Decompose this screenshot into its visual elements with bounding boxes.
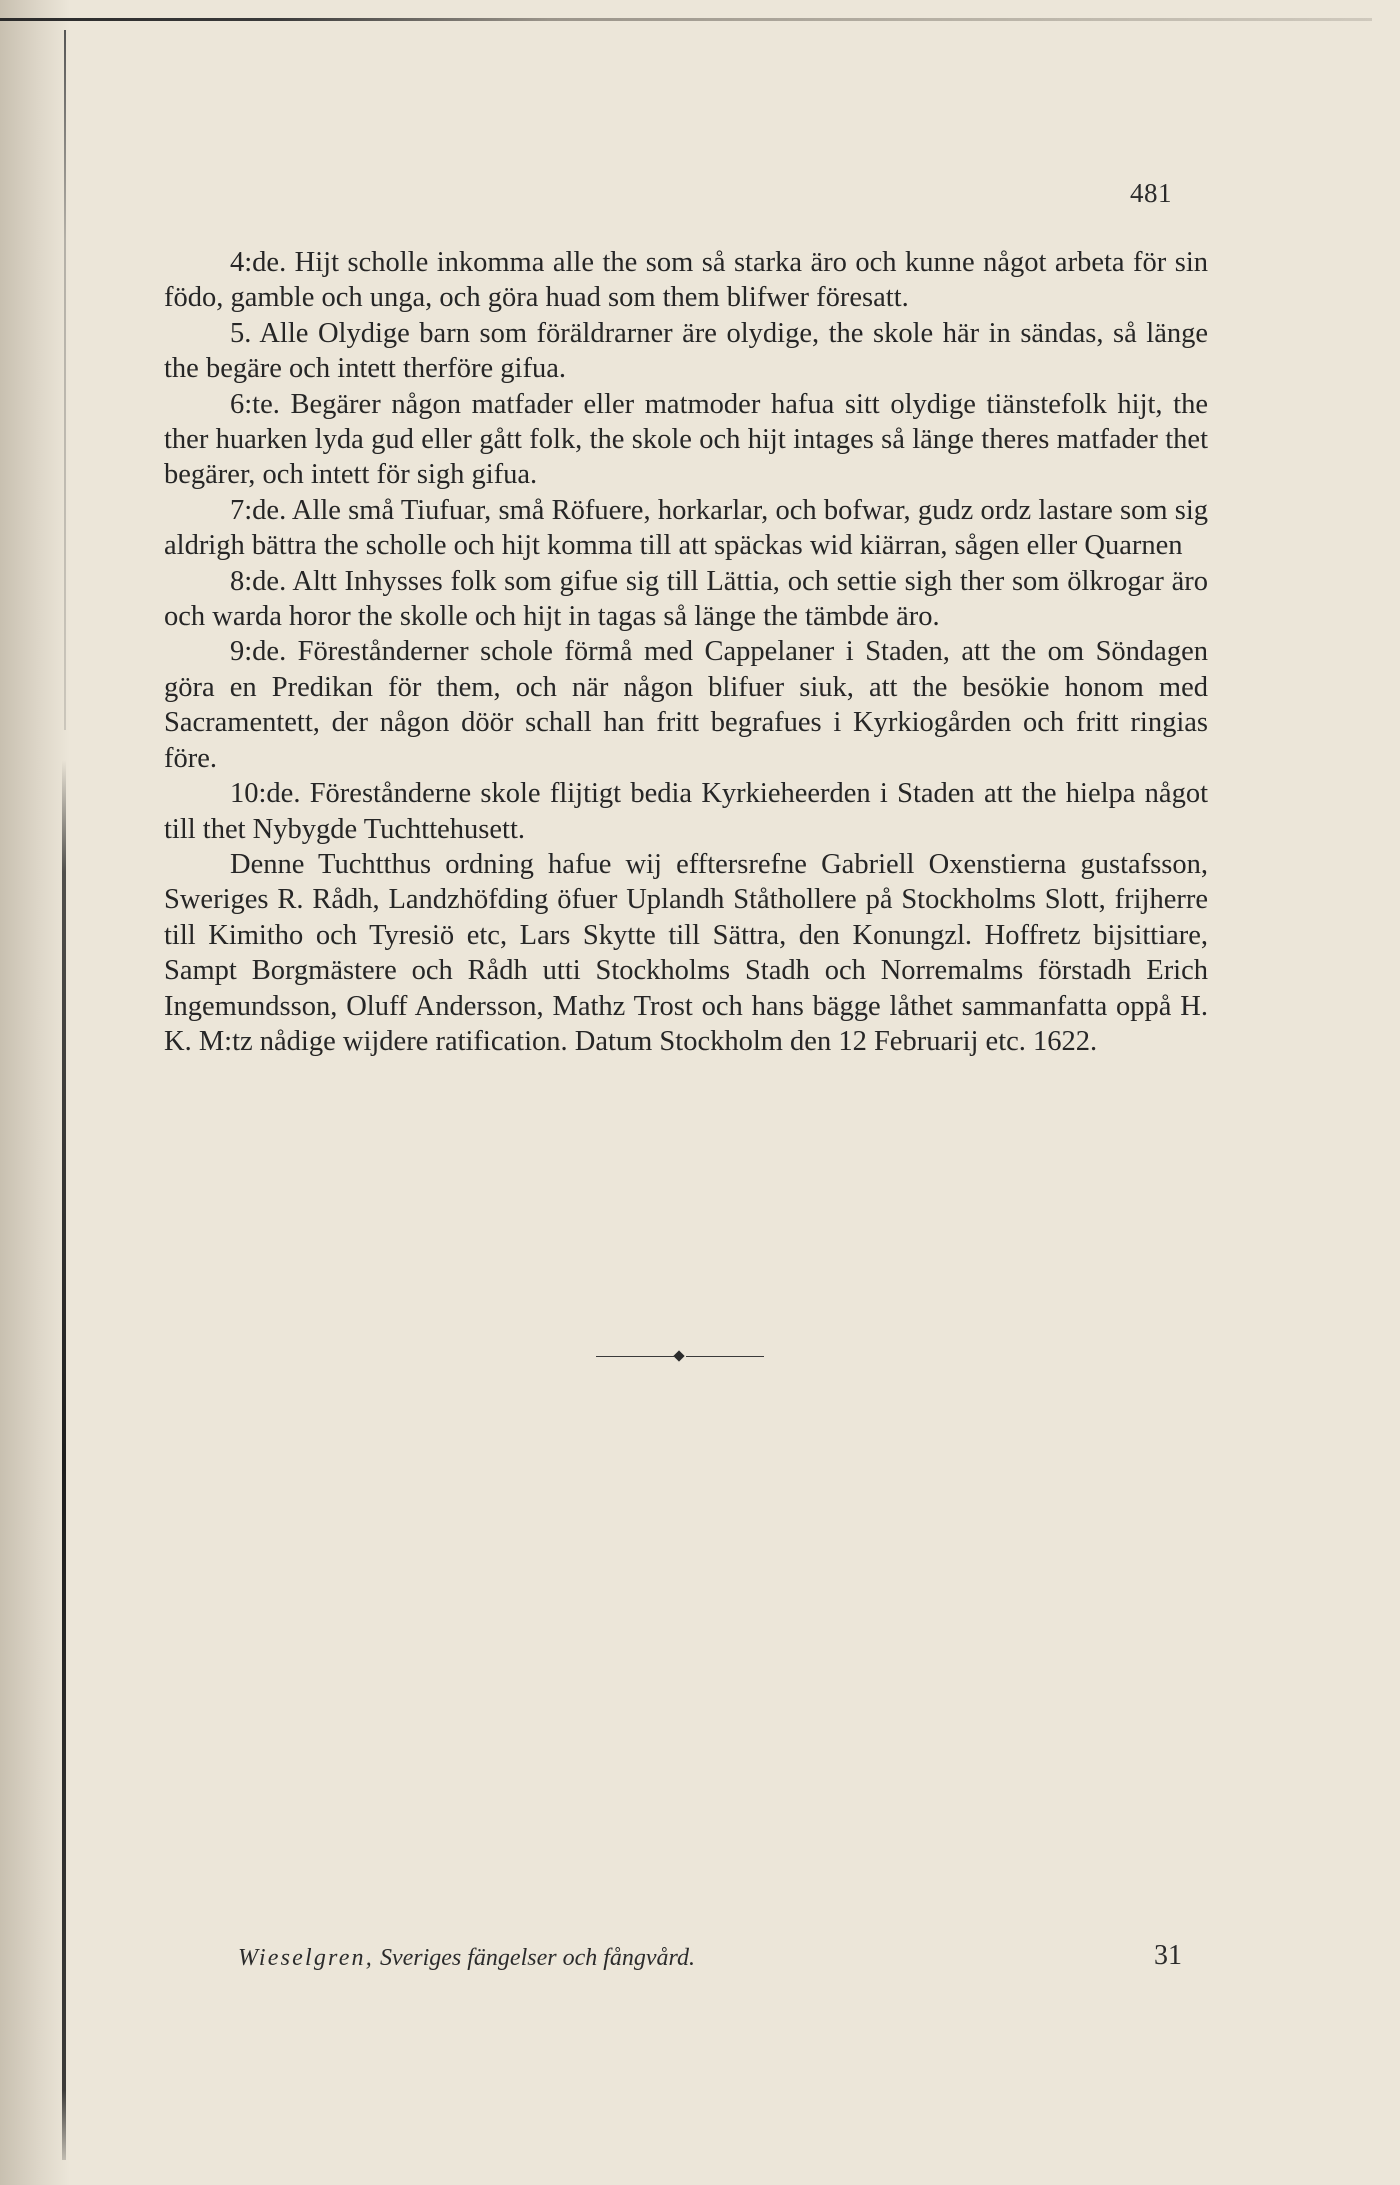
footer-book-title: Sveriges fängelser och fångvård. [379, 1945, 695, 1971]
spine-edge-lower [62, 760, 66, 2160]
section-ornament [596, 1350, 764, 1364]
ornament-diamond-icon [673, 1350, 684, 1361]
footer-author: Wieselgren, [238, 1945, 374, 1971]
spine-shadow [0, 0, 70, 2185]
footer-citation [238, 1945, 695, 1972]
top-edge-rule [0, 18, 1372, 21]
ornament-line-right [686, 1356, 764, 1357]
ornament-line-left [596, 1356, 674, 1357]
paragraph-10: 10:de. Förestånderne skole flijtigt bedia Kyrkieheerden i Staden att the hielpa något till thet Nybygde Tuchttehusett. [164, 778, 1208, 845]
paragraph-8: 8:de. Altt Inhysses folk som gifue sig till Lättia, och settie sigh ther som ölkrogar äro och warda horor the skolle och hijt in tagas så länge the tämbde äro. [164, 565, 1208, 633]
page-number: 481 [1130, 178, 1172, 208]
paragraph-5: 5. Alle Olydige barn som föräldrarner äre olydige, the skole här in sändas, så länge the begäre och intett therföre gifua. [164, 317, 1208, 385]
paragraph-9: 9:de. Förestånderner schole förmå med Cappelaner i Staden, att the om Söndagen göra en Predikan för them, och när någon blifuer siuk, att the besökie honom med Sacramentett, der någon döör schall han fritt begrafues i Kyrkiogården och fritt ringias före. [164, 636, 1208, 774]
paragraph-7: 7:de. Alle små Tiufuar, små Röfuere, horkarlar, och bofwar, gudz ordz lastare som sig aldrigh bättra the scholle och hijt komma till att späckas wid kiärran, sågen eller Quarnen [164, 494, 1208, 562]
paragraph-4: 4:de. Hijt scholle inkomma alle the som så starka äro och kunne något arbeta för sin födo, gamble och unga, och göra huad som them blifwer föresatt. [164, 247, 1208, 314]
paragraph-6: 6:te. Begärer någon matfader eller matmoder hafua sitt olydige tiänstefolk hijt, the ther huarken lyda gud eller gått folk, the skole och hijt intages så länge theres matfader thet begärer, och intett för sigh gifua. [164, 388, 1208, 491]
spine-edge-upper [64, 30, 66, 730]
footer-signature-mark: 31 [1154, 1940, 1182, 1971]
body-text [164, 245, 1208, 1059]
paragraph-closing: Denne Tuchtthus ordning hafue wij efftersrefne Gabriell Oxenstierna gustafsson, Sweriges R. Rådh, Landzhöfding öfuer Uplandh Ståthollere på Stockholms Slott, frijherre till Kimitho och Tyresiö etc, Lars Skytte till Sättra, den Konungzl. Hoffretz bijsittiare, Sampt Borgmästere och Rådh utti Stockholms Stadh och Norremalms förstadh Erich Ingemundsson, Oluff Andersson, Mathz Trost och hans bägge låthet sammanfatta oppå H. K. M:tz nådige wijdere ratification. Datum Stockholm den 12 Februarij etc. 1622. [164, 848, 1208, 1057]
